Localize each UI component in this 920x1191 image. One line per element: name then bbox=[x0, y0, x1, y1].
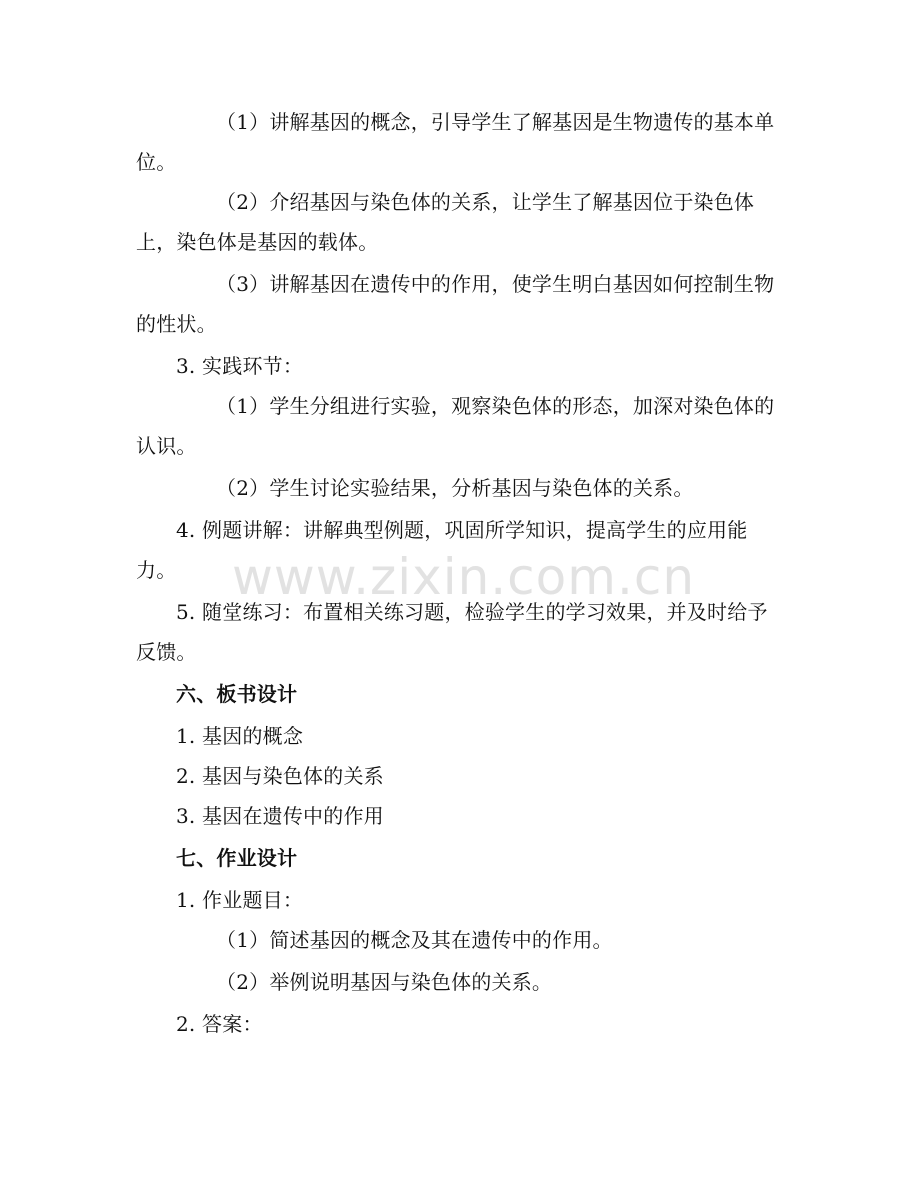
homework-question-2: （2）举例说明基因与染色体的关系。 bbox=[216, 970, 553, 994]
homework-question-1: （1）简述基因的概念及其在遗传中的作用。 bbox=[216, 928, 613, 952]
board-item-1: 1. 基因的概念 bbox=[176, 724, 304, 748]
homework-answer: 2. 答案： bbox=[176, 1012, 263, 1036]
paragraph-practice-2: （2）学生讨论实验结果，分析基因与染色体的关系。 bbox=[216, 476, 694, 500]
paragraph-examples: 4. 例题讲解：讲解典型例题，巩固所学知识，提高学生的应用能力。 bbox=[136, 518, 748, 582]
paragraph-practice-1: （1）学生分组进行实验，观察染色体的形态，加深对染色体的认识。 bbox=[136, 394, 775, 458]
section-heading-homework: 七、作业设计 bbox=[176, 846, 298, 870]
paragraph-practice: 3. 实践环节： bbox=[176, 354, 304, 378]
board-item-3: 3. 基因在遗传中的作用 bbox=[176, 804, 384, 828]
homework-item-1: 1. 作业题目： bbox=[176, 888, 304, 912]
paragraph-1-2: （2）介绍基因与染色体的关系，让学生了解基因位于染色体上，染色体是基因的载体。 bbox=[136, 190, 755, 254]
paragraph-1-1: （1）讲解基因的概念，引导学生了解基因是生物遗传的基本单位。 bbox=[136, 110, 775, 174]
section-heading-board: 六、板书设计 bbox=[176, 682, 298, 706]
paragraph-exercises: 5. 随堂练习：布置相关练习题，检验学生的学习效果，并及时给予反馈。 bbox=[136, 600, 768, 664]
watermark: www.zixin.com.cn bbox=[232, 548, 696, 606]
board-item-2: 2. 基因与染色体的关系 bbox=[176, 764, 384, 788]
paragraph-1-3: （3）讲解基因在遗传中的作用，使学生明白基因如何控制生物的性状。 bbox=[136, 272, 775, 336]
